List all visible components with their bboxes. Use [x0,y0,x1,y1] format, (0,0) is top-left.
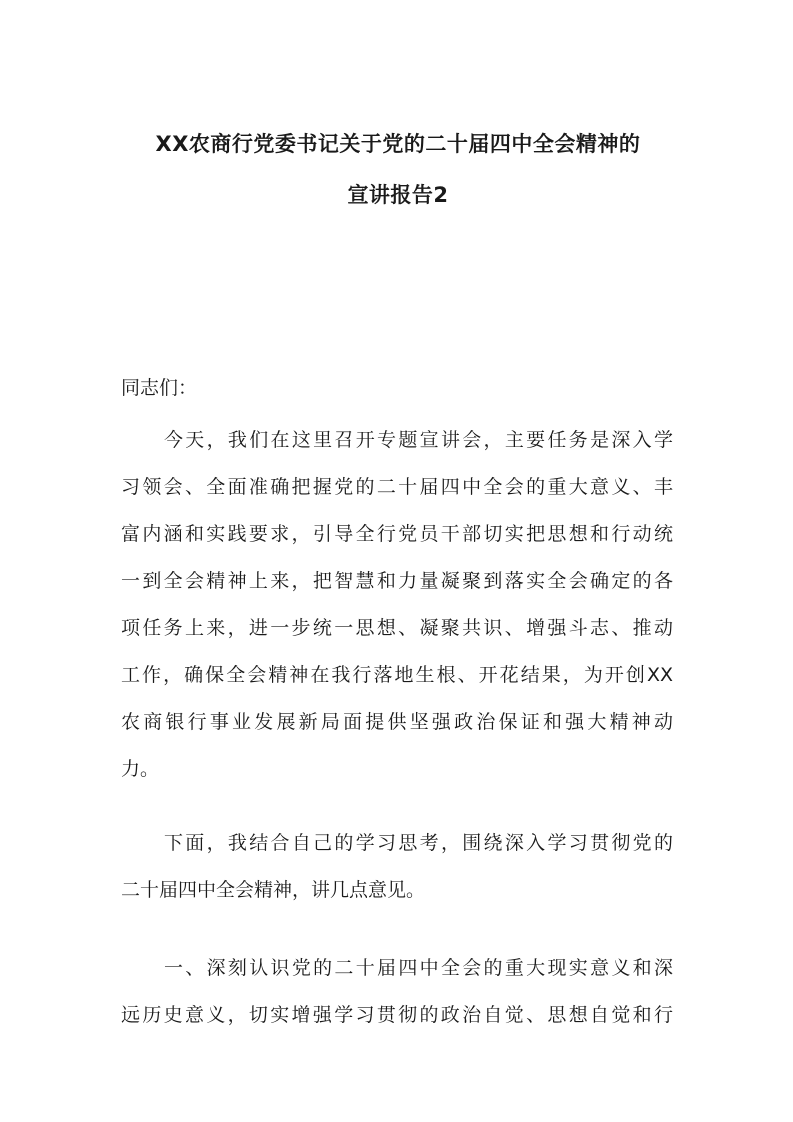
paragraph-1-line-1: 今天，我们在这里召开专题宣讲会，主要任务是深入学 [164,429,673,451]
document-title-line-2: 宣讲报告2 [347,183,449,207]
paragraph-1-line-2: 习领会、全面准确把握党的二十届四中全会的重大意义、丰 [121,476,673,498]
paragraph-1-line-7: 农商银行事业发展新局面提供坚强政治保证和强大精神动 [121,711,673,733]
paragraph-1-line-3: 富内涵和实践要求，引导全行党员干部切实把思想和行动统 [121,523,673,545]
paragraph-1-line-4: 一到全会精神上来，把智慧和力量凝聚到落实全会确定的各 [121,570,673,592]
paragraph-3-line-1: 一、深刻认识党的二十届四中全会的重大现实意义和深 [164,957,673,979]
paragraph-2-line-1: 下面，我结合自己的学习思考，围绕深入学习贯彻党的 [164,832,673,854]
paragraph-2-line-2: 二十届四中全会精神，讲几点意见。 [121,879,426,901]
paragraph-1-line-8: 力。 [121,758,160,780]
salutation: 同志们： [121,377,198,399]
paragraph-1-line-6: 工作，确保全会精神在我行落地生根、开花结果，为开创XX [121,664,673,686]
document-title-line-1: XX农商行党委书记关于党的二十届四中全会精神的 [155,132,641,156]
paragraph-3-line-2: 远历史意义，切实增强学习贯彻的政治自觉、思想自觉和行 [121,1004,673,1026]
paragraph-1-line-5: 项任务上来，进一步统一思想、凝聚共识、增强斗志、推动 [121,617,673,639]
